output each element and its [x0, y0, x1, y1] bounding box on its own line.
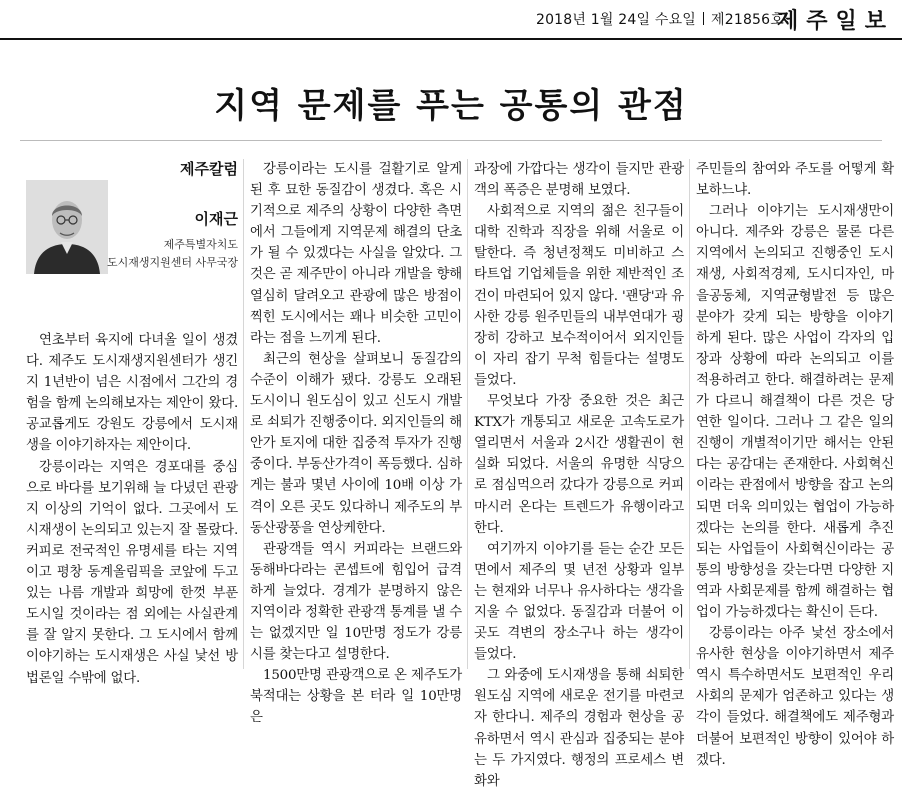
- author-role-line2: 도시재생지원센터 사무국장: [106, 256, 238, 269]
- paragraph: 사회적으로 지역의 젊은 친구들이 대학 진학과 직장을 위해 서울로 이탈한다. 즉 청년정책도 미비하고 스타트업 기업체들을 위한 제반적인 조건이 마련되어 있지 않다. '괜당'과 유사한 강릉 원주민들의 내부연대가 굉장히 강하고 보수적이어서 외지인들이 자리 잡기 무척 힘들다는 설명도 들었다.: [474, 204, 684, 388]
- article-column-3: [474, 159, 684, 792]
- paragraph: 그 와중에 도시재생을 통해 쇠퇴한 원도심 지역에 새로운 전기를 마련코자 한다니. 제주의 경험과 현상을 공유하면서 역시 관심과 집중되는 분야는 두 가지였다. 행정의 프로세스 변화와: [474, 668, 684, 789]
- paragraph: 그러나 이야기는 도시재생만이 아니다. 제주와 강릉은 물론 다른 지역에서 논의되고 진행중인 도시재생, 사회적경제, 도시디자인, 마을공동체, 지역균형발전 등 많은 분야가 갖게 되는 방향을 이야기 하게 된다. 많은 사업이 각자의 입장과 상황에 따라 논의되고 이를 적용하려고 한다. 해결하려는 문제가 다르니 해결책이 다른 것은 당연한 일이다. 그러나 그 같은 일의 진행이 개별적이기만 해서는 안된다는 공감대는 존재한다. 사회혁신이라는 관점에서 방향을 잡고 논의되면 더욱 의미있는 협업이 가능하겠다는 논의를 한다. 새롭게 추진되는 사업들이 사회혁신이라는 공통의 방향성을 갖는다면 다양한 지역과 사회문제를 함께 해결하는 협업이 가능하겠다는 확신이 든다.: [696, 204, 894, 620]
- newspaper-masthead: 제주일보: [776, 9, 894, 34]
- paragraph: 최근의 현상을 살펴보니 동질감의 수준이 이해가 됐다. 강릉도 오래된 도시이니 원도심이 있고 신도시 개발로 쇠퇴가 진행중이다. 외지인들의 해안가 토지에 대한 집중적 투자가 진행중이다. 부동산가격이 폭등했다. 심하게는 불과 몇년 사이에 10배 이상 가격이 오른 곳도 있다하니 제주도의 부동산광풍을 연상케한다.: [250, 351, 462, 536]
- paragraph: 강릉이라는 도시를 걸활기로 알게 된 후 묘한 동질감이 생겼다. 혹은 시기적으로 제주의 상황이 다양한 측면에서 그들에게 지역문제 해결의 단초가 될 수 있겠다는 사실을 알았다. 그것은 곧 제주만이 아니라 개발을 향해 열심히 달려오고 관광에 많은 방점이 찍힌 도시에서는 꽤나 비슷한 고민이라는 점을 느끼게 된다.: [250, 162, 462, 346]
- column-divider: [467, 159, 468, 669]
- paragraph: 강릉이라는 지역은 경포대를 중심으로 바다를 보기위해 늘 다녔던 관광지 이상의 기억이 없다. 그곳에서 도시재생이 논의되고 있는지 잘 몰랐다. 커피로 전국적인 유명세를 타는 지역이고 평창 동계올림픽을 코앞에 두고 있는 나름 개발과 희망에 한껏 부푼 도시일 것이라는 점 외에는 사실관계를 잘 알지 못한다. 그 도시에서 함께 이야기하는 도시재생은 사실 낯선 방법론일 수밖에 없다.: [26, 459, 238, 686]
- paragraph: 연초부터 육지에 다녀올 일이 생겼다. 제주도 도시재생지원센터가 생긴 지 1년반이 넘은 시점에서 그간의 경험을 함께 논의해보자는 제안이 왔다. 공교롭게도 강원도 강릉에서 도시재생을 이야기하자는 제안이다.: [26, 333, 238, 454]
- paragraph: 과장에 가깝다는 생각이 들지만 관광객의 폭증은 분명해 보였다.: [474, 162, 684, 199]
- author-portrait-icon: [26, 180, 108, 274]
- newspaper-header: [0, 0, 902, 40]
- paragraph: 무엇보다 가장 중요한 것은 최근 KTX가 개통되고 새로운 고속도로가 열리면서 서울과 2시간 생활권이 현실화 되었다. 서울의 유명한 식당으로 점심먹으러 갔다가 강릉으로 커피 마시러 온다는 트렌드가 유행이라고 한다.: [474, 394, 684, 536]
- author-byline: [26, 158, 238, 274]
- article-column-1: [26, 330, 238, 689]
- headline-rule: [20, 140, 882, 141]
- paragraph: 여기까지 이야기를 듣는 순간 모든 면에서 제주의 몇 년전 상황과 일부는 현재와 너무나 유사하다는 생각을 지울 수 없었다. 동질감과 더불어 이곳도 격변의 장소구나 하는 생각이 들었다.: [474, 541, 684, 663]
- author-portrait-photo: [26, 180, 108, 274]
- article-column-4: [696, 159, 894, 771]
- paragraph: 강릉이라는 아주 낯선 장소에서 유사한 현상을 이야기하면서 제주 역시 특수하면서도 보편적인 우리 사회의 문제가 엄존하고 있다는 생각이 들었다. 해결책에도 제주형과 더불어 보편적인 방향이 있어야 하겠다.: [696, 626, 894, 768]
- issue-number: 제21856호: [711, 12, 784, 28]
- paragraph: 1500만명 관광객으로 온 제주도가 북적대는 상황을 본 터라 일 10만명은: [250, 668, 462, 726]
- issue-date: 2018년 1월 24일 수요일: [535, 12, 697, 28]
- column-section-label: 제주칼럼: [180, 160, 238, 178]
- issue-meta: [536, 9, 784, 29]
- article-headline: 지역 문제를 푸는 공통의 관점: [214, 86, 688, 126]
- paragraph: 주민들의 참여와 주도를 어떻게 확보하느냐.: [696, 162, 894, 199]
- author-role-line1: 제주특별자치도: [163, 238, 238, 251]
- column-divider: [689, 159, 690, 669]
- author-name: 이재근: [194, 210, 238, 228]
- paragraph: 관광객들 역시 커피라는 브랜드와 동해바다라는 콘셉트에 힘입어 급격하게 늘었다. 경계가 분명하지 않은 지역이라 정확한 관광객 통계를 낼 수는 없겠지만 일 10만명 정도가 강릉시를 찾는다고 설명한다.: [250, 541, 462, 663]
- article-column-2: [250, 159, 462, 729]
- column-divider: [243, 159, 244, 669]
- meta-divider: [703, 12, 704, 25]
